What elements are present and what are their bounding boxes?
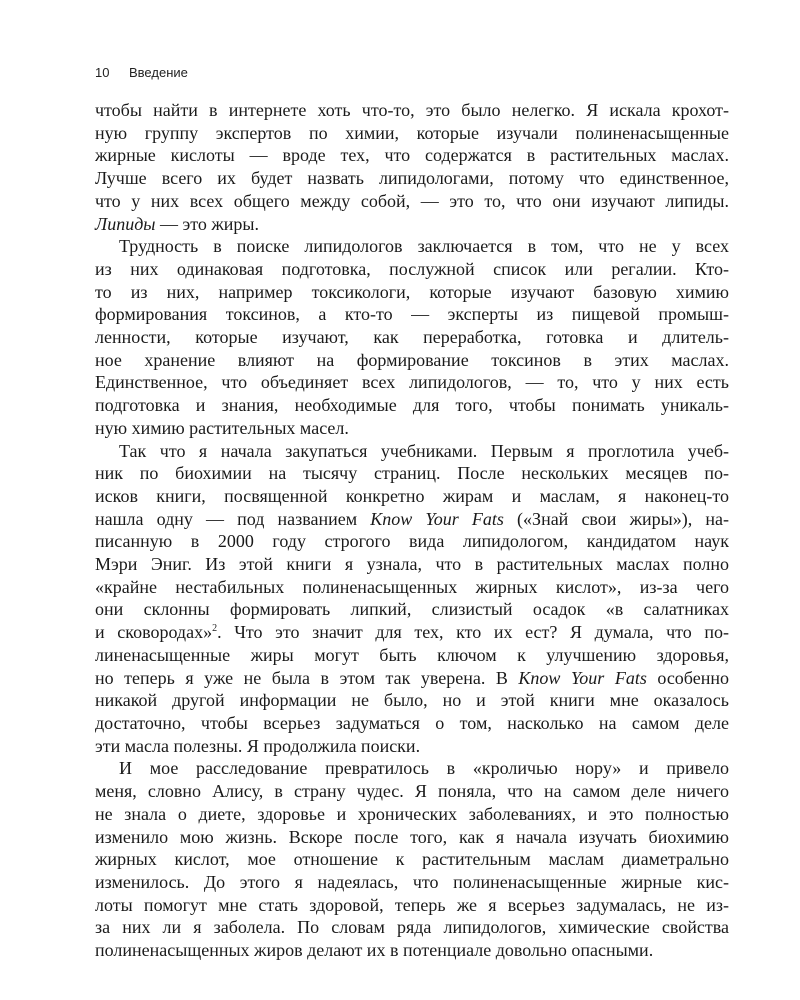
text-run: изменило мою жизнь. Вскоре после того, как я начала изучать биохимию xyxy=(95,826,729,847)
text-run: линенасыщенные жиры могут быть ключом к улучшению здоровья, xyxy=(95,644,729,665)
text-run: ную химию растительных масел. xyxy=(95,417,349,438)
text-run: подготовка и знания, необходимые для того, чтобы понимать уникаль- xyxy=(95,395,729,416)
text-run: Так что я начала закупаться учебниками. Первым я проглотила учеб- xyxy=(119,440,729,461)
text-run: достаточно, чтобы всерьез задуматься о том, насколько на самом деле xyxy=(95,712,729,733)
text-run: изменилось. До этого я надеялась, что полиненасыщенные жирные кис- xyxy=(95,871,729,892)
text-run: из них одинаковая подготовка, послужной список или регалии. Кто- xyxy=(95,258,729,279)
italic-text: Липиды xyxy=(95,213,156,234)
text-run: за них ли я заболела. По словам ряда липидологов, химические свойства xyxy=(95,917,729,938)
text-run: нашла одну — под названием xyxy=(95,508,371,529)
text-line xyxy=(95,417,729,440)
text-line xyxy=(95,122,729,145)
section-title: Введение xyxy=(129,65,188,80)
text-run: . Что это значит для тех, кто их ест? Я думала, что по- xyxy=(217,622,729,643)
text-run: полиненасыщенных жиров делают их в потенциале довольно опасными. xyxy=(95,940,654,961)
text-run: эти масла полезны. Я продолжила поиски. xyxy=(95,735,421,756)
text-run: — это жиры. xyxy=(155,213,260,234)
text-run: не знала о диете, здоровье и хронических заболеваниях, и это полностью xyxy=(95,803,729,824)
text-line xyxy=(95,235,729,258)
footnote-marker: 2 xyxy=(212,623,218,635)
text-run: но теперь я уже не была в этом так уверена. В xyxy=(95,667,519,688)
text-line xyxy=(95,167,729,190)
text-line xyxy=(95,326,729,349)
text-line xyxy=(95,871,729,894)
text-run: ную группу экспертов по химии, которые изучали полиненасыщенные xyxy=(95,122,729,143)
italic-text: Know Your Fats xyxy=(518,667,647,688)
text-run: исков книги, посвященной конкретно жирам и маслам, я наконец-то xyxy=(95,485,729,506)
text-line xyxy=(95,99,729,122)
paragraph xyxy=(95,757,729,961)
text-run: жирные кислоты — вроде тех, что содержатся в растительных маслах. xyxy=(95,145,729,166)
text-run: Единственное, что объединяет всех липидологов, — то, что у них есть xyxy=(95,372,729,393)
text-line xyxy=(95,644,729,667)
text-line xyxy=(95,371,729,394)
text-line xyxy=(95,894,729,917)
text-line xyxy=(95,258,729,281)
text-run: особенно xyxy=(646,667,729,688)
page-number: 10 xyxy=(95,65,110,80)
paragraph xyxy=(95,235,729,439)
text-run: Лучше всего их будет назвать липидологами, потому что единственное, xyxy=(95,168,729,189)
text-run: ленности, которые изучают, как переработка, готовка и длитель- xyxy=(95,327,729,348)
text-run: меня, словно Алису, в страну чудес. Я поняла, что на самом деле ничего xyxy=(95,781,729,802)
text-line xyxy=(95,667,729,690)
italic-text: Know Your Fats xyxy=(370,508,504,529)
text-line xyxy=(95,598,729,621)
text-run: то из них, например токсикологи, которые изучают базовую химию xyxy=(95,281,729,302)
text-line xyxy=(95,621,729,644)
text-line xyxy=(95,826,729,849)
text-line xyxy=(95,508,729,531)
text-run: и сковородах» xyxy=(95,622,213,643)
text-line xyxy=(95,213,729,236)
text-line xyxy=(95,576,729,599)
text-run: что у них всех общего между собой, — это то, что они изучают липиды. xyxy=(95,190,729,211)
text-line xyxy=(95,144,729,167)
text-run: лоты помогут мне стать здоровой, теперь же я всерьез задумалась, не из- xyxy=(95,894,729,915)
text-line xyxy=(95,803,729,826)
text-line xyxy=(95,916,729,939)
body-text xyxy=(95,99,729,962)
text-run: И мое расследование превратилось в «кроличью нору» и привело xyxy=(119,758,729,779)
text-line xyxy=(95,553,729,576)
text-line xyxy=(95,712,729,735)
text-line xyxy=(95,848,729,871)
running-head xyxy=(95,64,188,82)
text-run: формирования токсинов, а кто-то — эксперты из пищевой промыш- xyxy=(95,304,729,325)
text-line xyxy=(95,462,729,485)
text-run: чтобы найти в интернете хоть что-то, это было нелегко. Я искала крохот- xyxy=(95,100,729,120)
text-run: писанную в 2000 году строгого вида липидологом, кандидатом наук xyxy=(95,531,729,552)
text-line xyxy=(95,281,729,304)
text-line xyxy=(95,349,729,372)
text-line xyxy=(95,190,729,213)
paragraph xyxy=(95,99,729,235)
text-run: «крайне нестабильных полиненасыщенных жирных кислот», из-за чего xyxy=(95,576,729,597)
text-run: Трудность в поиске липидологов заключается в том, что не у всех xyxy=(119,236,729,257)
text-run: они склонны формировать липкий, слизистый осадок «в салатниках xyxy=(95,599,729,620)
text-line xyxy=(95,394,729,417)
text-run: Мэри Эниг. Из этой книги я узнала, что в растительных маслах полно xyxy=(95,554,729,575)
text-line xyxy=(95,735,729,758)
text-line xyxy=(95,780,729,803)
text-line xyxy=(95,689,729,712)
text-line xyxy=(95,303,729,326)
text-line xyxy=(95,757,729,780)
text-run: никакой другой информации не было, но и этой книги мне оказалось xyxy=(95,690,729,711)
paragraph xyxy=(95,440,729,758)
text-run: жирных кислот, мое отношение к растительным маслам диаметрально xyxy=(95,849,729,870)
text-line xyxy=(95,485,729,508)
text-run: ник по биохимии на тысячу страниц. После нескольких месяцев по- xyxy=(95,463,729,484)
text-line xyxy=(95,440,729,463)
text-run: («Знай свои жиры»), на- xyxy=(503,508,729,529)
text-run: ное хранение влияют на формирование токсинов в этих маслах. xyxy=(95,349,729,370)
text-line xyxy=(95,530,729,553)
text-line xyxy=(95,939,729,962)
